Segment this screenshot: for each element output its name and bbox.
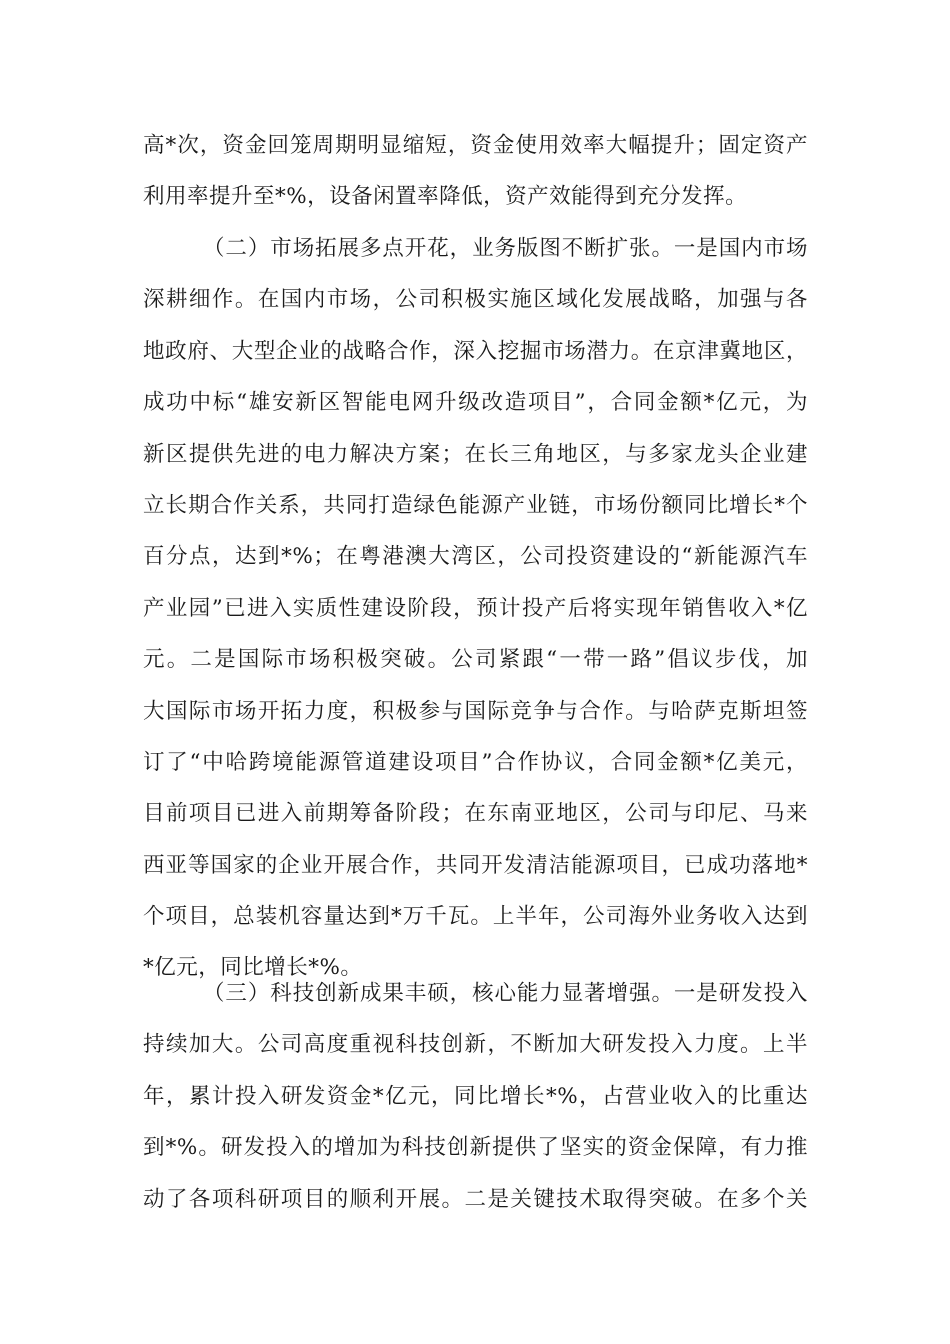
text-line: 年，累计投入研发资金*亿元，同比增长*%，占营业收入的比重达 (143, 1083, 808, 1109)
text-line: 订了“中哈跨境能源管道建设项目”合作协议，合同金额*亿美元， (143, 749, 808, 775)
text-line: 目前项目已进入前期筹备阶段；在东南亚地区，公司与印尼、马来 (143, 801, 808, 827)
text-line: 立长期合作关系，共同打造绿色能源产业链，市场份额同比增长*个 (143, 492, 808, 518)
text-line: 深耕细作。在国内市场，公司积极实施区域化发展战略，加强与各 (143, 287, 808, 313)
text-line: 持续加大。公司高度重视科技创新，不断加大研发投入力度。上半 (143, 1032, 808, 1058)
paragraph-market-expansion (143, 223, 808, 994)
text-line: 个项目，总装机容量达到*万千瓦。上半年，公司海外业务收入达到 (143, 904, 808, 930)
text-line: 利用率提升至*%，设备闲置率降低，资产效能得到充分发挥。 (143, 184, 748, 210)
paragraph-tech-innovation (143, 968, 808, 1225)
text-line: 元。二是国际市场积极突破。公司紧跟“一带一路”倡议步伐，加 (143, 647, 808, 673)
text-line: 成功中标“雄安新区智能电网升级改造项目”，合同金额*亿元，为 (143, 390, 808, 416)
text-line: 动了各项科研项目的顺利开展。二是关键技术取得突破。在多个关 (143, 1186, 808, 1212)
text-line: 百分点，达到*%；在粤港澳大湾区，公司投资建设的“新能源汽车 (143, 544, 808, 570)
text-line: *亿元，同比增长*%。 (143, 955, 363, 981)
text-line: 到*%。研发投入的增加为科技创新提供了坚实的资金保障，有力推 (143, 1135, 808, 1161)
text-line: 高*次，资金回笼周期明显缩短，资金使用效率大幅提升；固定资产 (143, 133, 808, 158)
text-line: 地政府、大型企业的战略合作，深入挖掘市场潜力。在京津冀地区， (143, 338, 808, 364)
paragraph-continued (143, 120, 808, 223)
text-line: 西亚等国家的企业开展合作，共同开发清洁能源项目，已成功落地* (143, 852, 808, 878)
text-line: 新区提供先进的电力解决方案；在长三角地区，与多家龙头企业建 (143, 441, 808, 467)
text-line: 产业园”已进入实质性建设阶段，预计投产后将实现年销售收入*亿 (143, 595, 808, 621)
section-heading-line: （二）市场拓展多点开花，业务版图不断扩张。一是国内市场 (203, 236, 808, 261)
text-line: 大国际市场开拓力度，积极参与国际竞争与合作。与哈萨克斯坦签 (143, 698, 808, 724)
section-heading-line: （三）科技创新成果丰硕，核心能力显著增强。一是研发投入 (203, 981, 808, 1006)
